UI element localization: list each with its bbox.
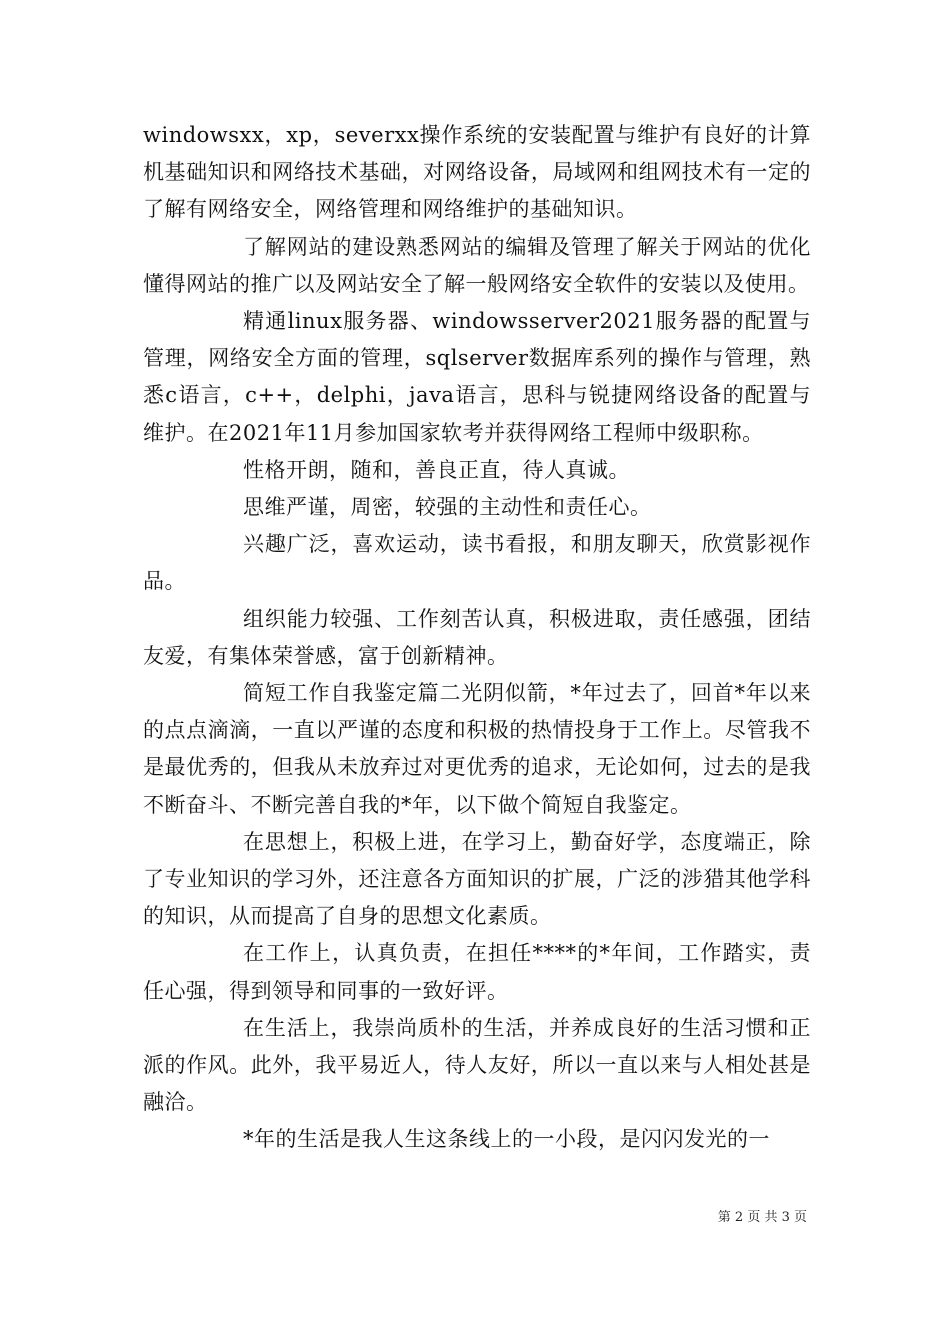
paragraph-os-skills: windowsxx，xp，severxx操作系统的安装配置与维护有良好的计算机基础知识和网络技术基础，对网络设备，局域网和组网技术有一定的了解有网络安全，网络管理和网络维护的基础知识。 bbox=[143, 123, 811, 222]
paragraph-interests: 兴趣广泛，喜欢运动，读书看报，和朋友聊天，欣赏影视作品。 bbox=[143, 532, 811, 594]
paragraph-work: 在工作上，认真负责，在担任****的*年间，工作踏实，责任心强，得到领导和同事的一致好评。 bbox=[143, 941, 811, 1003]
paragraph-server-skills: 精通linux服务器、windowsserver2021服务器的配置与管理，网络安全方面的管理，sqlserver数据库系列的操作与管理，熟悉c语言，c++，delphi，java语言，思科与锐捷网络设备的配置与维护。在2021年11月参加国家软考并获得网络工程师中级职称。 bbox=[143, 309, 811, 445]
paragraph-thinking: 思维严谨，周密，较强的主动性和责任心。 bbox=[243, 495, 652, 520]
paragraph-abilities: 组织能力较强、工作刻苦认真，积极进取，责任感强，团结友爱，有集体荣誉感，富于创新精神。 bbox=[143, 606, 811, 668]
paragraph-thought: 在思想上，积极上进，在学习上，勤奋好学，态度端正，除了专业知识的学习外，还注意各方面知识的扩展，广泛的涉猎其他学科的知识，从而提高了自身的思想文化素质。 bbox=[143, 829, 811, 929]
paragraph-closing: *年的生活是我人生这条线上的一小段，是闪闪发光的一 bbox=[243, 1127, 770, 1152]
paragraph-website-skills: 了解网站的建设熟悉网站的编辑及管理了解关于网站的优化懂得网站的推广以及网站安全了解一般网络安全软件的安装以及使用。 bbox=[143, 234, 811, 296]
paragraph-personality: 性格开朗，随和，善良正直，待人真诚。 bbox=[243, 457, 630, 482]
paragraph-life: 在生活上，我崇尚质朴的生活，并养成良好的生活习惯和正派的作风。此外，我平易近人，待人友好，所以一直以来与人相处甚是融洽。 bbox=[143, 1015, 811, 1115]
paragraph-section-two-intro: 简短工作自我鉴定篇二光阴似箭，*年过去了，回首*年以来的点点滴滴，一直以严谨的态度和积极的热情投身于工作上。尽管我不是最优秀的，但我从未放弃过对更优秀的追求，无论如何，过去的是我不断奋斗、不断完善自我的*年，以下做个简短自我鉴定。 bbox=[143, 681, 811, 817]
page-number-footer: 第 2 页 共 3 页 bbox=[717, 1210, 807, 1225]
document-body bbox=[143, 117, 811, 1159]
